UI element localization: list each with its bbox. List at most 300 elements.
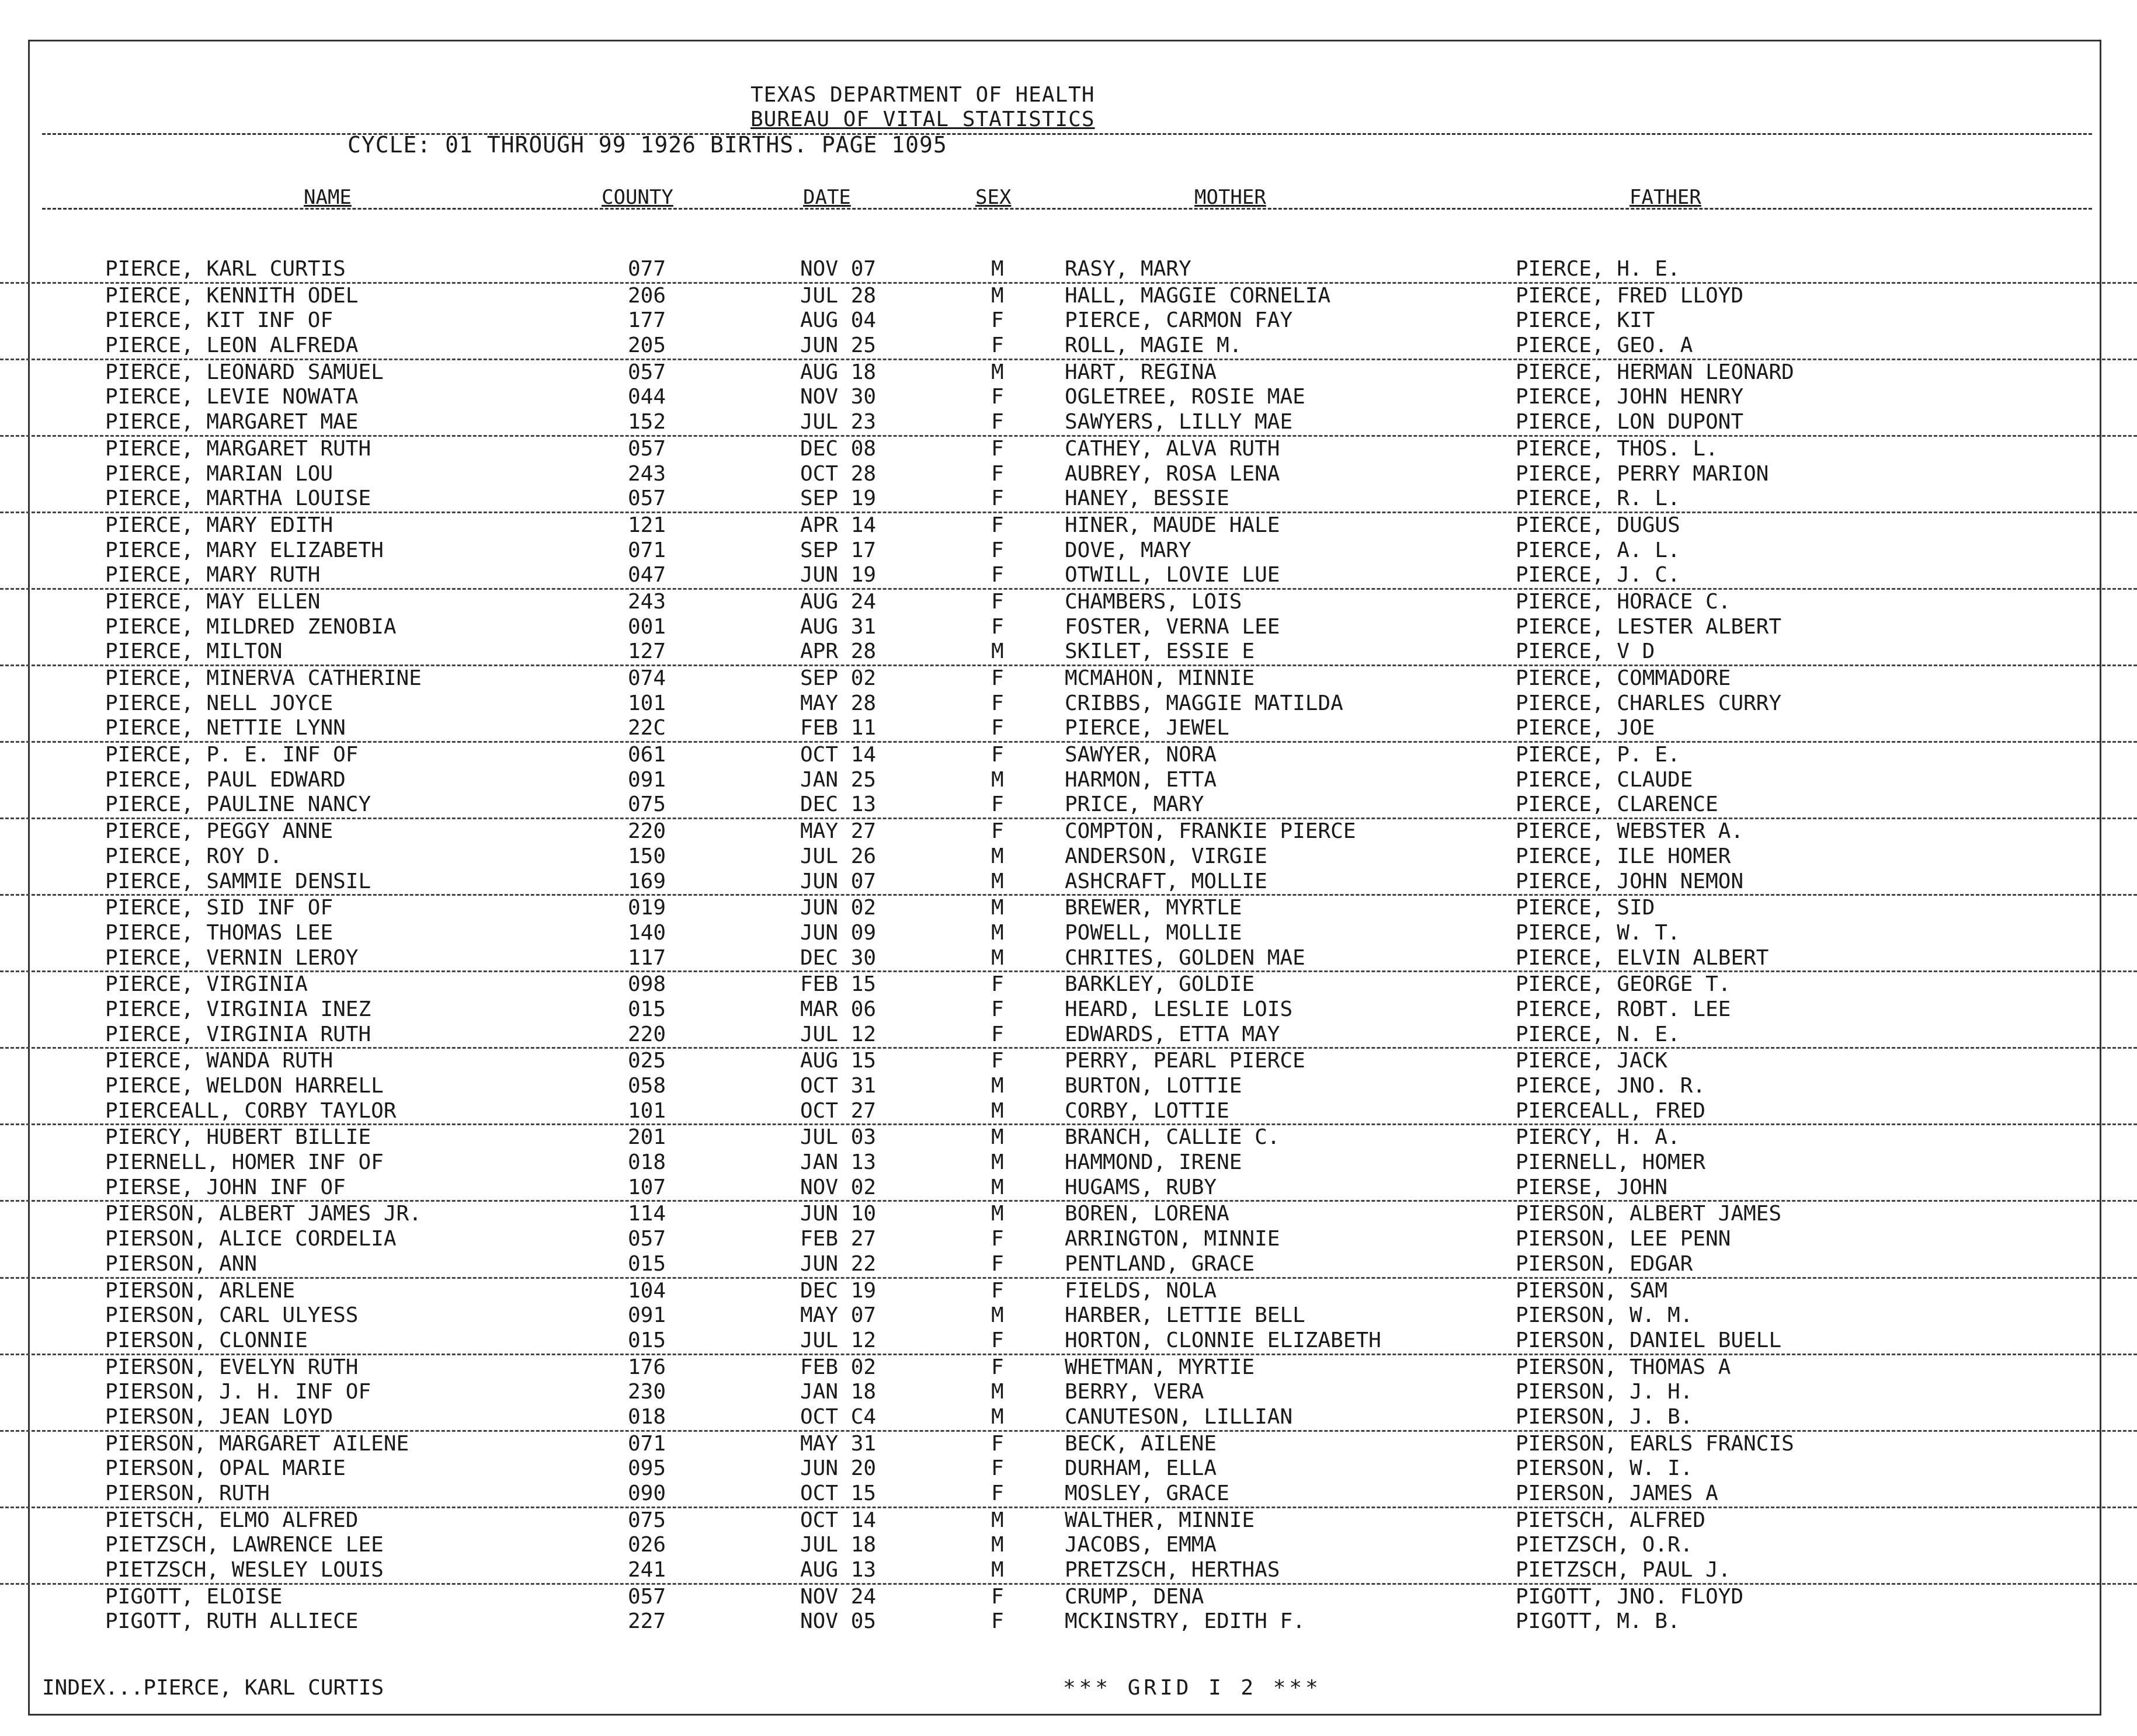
- record-sex: M: [991, 869, 1004, 893]
- record-row: [0, 360, 2137, 385]
- record-name: PIERCE, MARY RUTH: [105, 563, 321, 587]
- record-date: OCT 31: [800, 1074, 877, 1098]
- record-date: OCT 15: [800, 1481, 877, 1505]
- record-county: 243: [628, 461, 666, 486]
- record-row: [0, 1303, 2137, 1328]
- record-mother: BRANCH, CALLIE C.: [1065, 1125, 1280, 1150]
- record-county: 117: [628, 945, 666, 970]
- record-county: 121: [628, 513, 666, 537]
- record-county: 101: [628, 691, 666, 715]
- record-sex: F: [991, 666, 1004, 690]
- record-mother: PENTLAND, GRACE: [1065, 1251, 1255, 1276]
- record-mother: CATHEY, ALVA RUTH: [1065, 436, 1280, 461]
- record-mother: CRUMP, DENA: [1065, 1584, 1204, 1609]
- record-mother: JACOBS, EMMA: [1065, 1533, 1217, 1557]
- record-name: PIGOTT, RUTH ALLIECE: [105, 1609, 359, 1634]
- record-father: PIERCE, SID: [1516, 896, 1655, 920]
- record-county: 018: [628, 1404, 666, 1429]
- record-date: APR 28: [800, 639, 877, 664]
- record-sex: M: [991, 1404, 1004, 1429]
- record-name: PIERCE, MARIAN LOU: [105, 461, 333, 486]
- record-father: PIERSON, EARLS FRANCIS: [1516, 1431, 1794, 1456]
- record-father: PIERCE, J. C.: [1516, 563, 1680, 587]
- record-row: [0, 869, 2137, 896]
- record-county: 104: [628, 1278, 666, 1303]
- record-sex: F: [991, 1456, 1004, 1481]
- record-sex: M: [991, 1175, 1004, 1199]
- record-row: [0, 946, 2137, 973]
- record-county: 220: [628, 819, 666, 844]
- record-county: 114: [628, 1202, 666, 1226]
- record-county: 044: [628, 385, 666, 409]
- record-row: [0, 768, 2137, 793]
- record-date: AUG 15: [800, 1049, 877, 1073]
- record-sex: F: [991, 1278, 1004, 1303]
- record-date: JAN 25: [800, 767, 877, 792]
- record-name: PIERCE, ROY D.: [105, 844, 283, 868]
- record-mother: BOREN, LORENA: [1065, 1202, 1229, 1226]
- record-mother: RASY, MARY: [1065, 257, 1191, 281]
- record-father: PIERCE, COMMADORE: [1516, 666, 1731, 690]
- record-sex: M: [991, 1150, 1004, 1175]
- record-name: PIERCE, MINERVA CATHERINE: [105, 666, 422, 690]
- record-name: PIERCE, MARY EDITH: [105, 513, 333, 537]
- record-name: PIERCE, MILTON: [105, 639, 283, 664]
- record-county: 150: [628, 844, 666, 868]
- record-row: [0, 1328, 2137, 1355]
- record-row: [0, 385, 2137, 410]
- record-date: APR 14: [800, 513, 877, 537]
- record-name: PIERSON, JEAN LOYD: [105, 1404, 333, 1429]
- record-father: PIERSON, J. H.: [1516, 1380, 1693, 1404]
- record-date: OCT 28: [800, 461, 877, 486]
- record-date: JAN 18: [800, 1380, 877, 1404]
- record-name: PIERCE, PAUL EDWARD: [105, 767, 346, 792]
- record-county: 22C: [628, 716, 666, 740]
- record-row: [0, 1456, 2137, 1481]
- record-sex: F: [991, 513, 1004, 537]
- record-mother: HAMMOND, IRENE: [1065, 1150, 1242, 1175]
- record-county: 015: [628, 1328, 666, 1352]
- record-date: MAY 28: [800, 691, 877, 715]
- record-county: 176: [628, 1355, 666, 1379]
- record-date: NOV 05: [800, 1609, 877, 1634]
- record-date: JUL 12: [800, 1328, 877, 1352]
- record-name: PIERCE, MARTHA LOUISE: [105, 486, 371, 511]
- record-county: 205: [628, 333, 666, 358]
- col-mother-header: MOTHER: [1194, 186, 1266, 209]
- record-mother: PIERCE, JEWEL: [1065, 716, 1229, 740]
- record-row: [0, 513, 2137, 538]
- record-county: 201: [628, 1125, 666, 1150]
- record-sex: F: [991, 436, 1004, 461]
- record-date: MAY 27: [800, 819, 877, 844]
- cycle-line: CYCLE: 01 THROUGH 99 1926 BIRTHS. PAGE 1095: [348, 132, 947, 158]
- record-name: PIERCE, MAY ELLEN: [105, 589, 321, 614]
- record-father: PIERCE, DUGUS: [1516, 513, 1680, 537]
- record-sex: F: [991, 1355, 1004, 1379]
- record-name: PIERCE, PEGGY ANNE: [105, 819, 333, 844]
- record-name: PIERCE, PAULINE NANCY: [105, 792, 371, 817]
- record-name: PIERCE, SAMMIE DENSIL: [105, 869, 371, 893]
- record-date: AUG 13: [800, 1558, 877, 1582]
- record-mother: WALTHER, MINNIE: [1065, 1508, 1255, 1532]
- record-sex: M: [991, 1508, 1004, 1532]
- record-county: 001: [628, 614, 666, 639]
- record-father: PIERCE, JOE: [1516, 716, 1655, 740]
- record-mother: HART, REGINA: [1065, 360, 1217, 384]
- record-sex: F: [991, 997, 1004, 1021]
- record-county: 169: [628, 869, 666, 893]
- record-sex: M: [991, 1303, 1004, 1328]
- record-sex: F: [991, 1049, 1004, 1073]
- record-father: PIERSON, EDGAR: [1516, 1251, 1693, 1276]
- record-mother: ARRINGTON, MINNIE: [1065, 1227, 1280, 1251]
- record-name: PIETSCH, ELMO ALFRED: [105, 1508, 359, 1532]
- record-father: PIERSON, ALBERT JAMES: [1516, 1202, 1782, 1226]
- record-name: PIERCEALL, CORBY TAYLOR: [105, 1098, 397, 1123]
- record-name: PIERCE, VIRGINIA RUTH: [105, 1022, 371, 1046]
- record-row: [0, 1074, 2137, 1099]
- record-row: [0, 1022, 2137, 1049]
- record-county: 075: [628, 792, 666, 817]
- record-sex: M: [991, 1558, 1004, 1582]
- record-name: PIERCE, LEONARD SAMUEL: [105, 360, 384, 384]
- record-name: PIERCE, MILDRED ZENOBIA: [105, 614, 397, 639]
- record-row: [0, 716, 2137, 743]
- grid-footer: *** GRID I 2 ***: [1063, 1676, 1322, 1700]
- record-name: PIERSON, OPAL MARIE: [105, 1456, 346, 1481]
- record-sex: M: [991, 360, 1004, 384]
- record-father: PIERCE, GEO. A: [1516, 333, 1693, 358]
- record-row: [0, 997, 2137, 1022]
- record-row: [0, 1508, 2137, 1533]
- record-mother: HANEY, BESSIE: [1065, 486, 1229, 511]
- record-mother: MOSLEY, GRACE: [1065, 1481, 1229, 1505]
- record-date: SEP 17: [800, 538, 877, 562]
- record-row: [0, 921, 2137, 946]
- record-name: PIERSON, CARL ULYESS: [105, 1303, 359, 1328]
- record-county: 107: [628, 1175, 666, 1199]
- record-father: PIERCE, W. T.: [1516, 920, 1680, 945]
- record-name: PIERSON, CLONNIE: [105, 1328, 308, 1352]
- record-county: 098: [628, 972, 666, 997]
- record-date: NOV 30: [800, 385, 877, 409]
- record-mother: HINER, MAUDE HALE: [1065, 513, 1280, 537]
- record-father: PIGOTT, M. B.: [1516, 1609, 1680, 1634]
- record-name: PIERCE, VERNIN LEROY: [105, 945, 359, 970]
- record-row: [0, 1175, 2137, 1202]
- record-row: [0, 538, 2137, 563]
- record-sex: M: [991, 1533, 1004, 1557]
- record-sex: M: [991, 844, 1004, 868]
- record-county: 057: [628, 360, 666, 384]
- record-sex: F: [991, 614, 1004, 639]
- record-date: JUN 07: [800, 869, 877, 893]
- record-mother: FIELDS, NOLA: [1065, 1278, 1217, 1303]
- record-county: 220: [628, 1022, 666, 1046]
- record-father: PIERCE, JOHN HENRY: [1516, 385, 1744, 409]
- record-county: 061: [628, 743, 666, 767]
- record-sex: M: [991, 639, 1004, 664]
- record-mother: OTWILL, LOVIE LUE: [1065, 563, 1280, 587]
- record-sex: F: [991, 333, 1004, 358]
- record-date: JAN 13: [800, 1150, 877, 1175]
- record-row: [0, 1227, 2137, 1252]
- record-row: [0, 1380, 2137, 1405]
- record-county: 206: [628, 283, 666, 308]
- record-date: NOV 07: [800, 257, 877, 281]
- record-sex: M: [991, 1202, 1004, 1226]
- record-county: 057: [628, 1584, 666, 1609]
- record-sex: M: [991, 1380, 1004, 1404]
- record-name: PIERCE, VIRGINIA INEZ: [105, 997, 371, 1021]
- record-sex: F: [991, 410, 1004, 434]
- record-sex: F: [991, 1022, 1004, 1046]
- record-mother: PERRY, PEARL PIERCE: [1065, 1049, 1305, 1073]
- record-county: 230: [628, 1380, 666, 1404]
- record-name: PIERCE, MARGARET RUTH: [105, 436, 371, 461]
- record-row: [0, 1533, 2137, 1558]
- record-father: PIERCE, PERRY MARION: [1516, 461, 1769, 486]
- record-mother: DOVE, MARY: [1065, 538, 1191, 562]
- record-name: PIERSON, ALICE CORDELIA: [105, 1227, 397, 1251]
- record-name: PIERCE, THOMAS LEE: [105, 920, 333, 945]
- record-county: 015: [628, 1251, 666, 1276]
- record-father: PIERCE, LESTER ALBERT: [1516, 614, 1782, 639]
- record-mother: MCKINSTRY, EDITH F.: [1065, 1609, 1305, 1634]
- record-father: PIERSON, J. B.: [1516, 1404, 1693, 1429]
- record-row: [0, 1609, 2137, 1634]
- record-father: PIERCE, V D: [1516, 639, 1655, 664]
- record-sex: F: [991, 716, 1004, 740]
- record-father: PIERCE, WEBSTER A.: [1516, 819, 1744, 844]
- record-sex: M: [991, 767, 1004, 792]
- record-date: JUN 10: [800, 1202, 877, 1226]
- record-father: PIERCE, ROBT. LEE: [1516, 997, 1731, 1021]
- record-sex: F: [991, 538, 1004, 562]
- record-row: [0, 896, 2137, 921]
- record-date: JUN 19: [800, 563, 877, 587]
- record-date: FEB 15: [800, 972, 877, 997]
- record-row: [0, 1279, 2137, 1304]
- record-date: AUG 18: [800, 360, 877, 384]
- record-mother: DURHAM, ELLA: [1065, 1456, 1217, 1481]
- record-name: PIERNELL, HOMER INF OF: [105, 1150, 384, 1175]
- record-date: FEB 11: [800, 716, 877, 740]
- record-row: [0, 1125, 2137, 1150]
- record-county: 241: [628, 1558, 666, 1582]
- col-county-header: COUNTY: [602, 186, 673, 209]
- record-date: JUL 03: [800, 1125, 877, 1150]
- record-mother: COMPTON, FRANKIE PIERCE: [1065, 819, 1356, 844]
- record-date: SEP 02: [800, 666, 877, 690]
- record-county: 140: [628, 920, 666, 945]
- record-row: [0, 590, 2137, 615]
- record-date: FEB 02: [800, 1355, 877, 1379]
- record-name: PIERSON, ALBERT JAMES JR.: [105, 1202, 422, 1226]
- record-mother: BARKLEY, GOLDIE: [1065, 972, 1255, 997]
- record-sex: F: [991, 1431, 1004, 1456]
- record-father: PIERCE, KIT: [1516, 308, 1655, 333]
- col-father-header: FATHER: [1629, 186, 1701, 209]
- record-date: AUG 04: [800, 308, 877, 333]
- record-row: [0, 1099, 2137, 1126]
- record-date: MAY 07: [800, 1303, 877, 1328]
- record-name: PIERCE, MARY ELIZABETH: [105, 538, 384, 562]
- record-sex: M: [991, 945, 1004, 970]
- record-date: NOV 02: [800, 1175, 877, 1199]
- column-rule: [42, 208, 2092, 210]
- record-sex: F: [991, 1251, 1004, 1276]
- record-row: [0, 666, 2137, 691]
- record-mother: HARMON, ETTA: [1065, 767, 1217, 792]
- record-mother: BERRY, VERA: [1065, 1380, 1204, 1404]
- record-row: [0, 972, 2137, 997]
- record-father: PIERCE, HORACE C.: [1516, 589, 1731, 614]
- record-father: PIGOTT, JNO. FLOYD: [1516, 1584, 1744, 1609]
- record-sex: F: [991, 1481, 1004, 1505]
- record-date: JUN 20: [800, 1456, 877, 1481]
- record-name: PIETZSCH, LAWRENCE LEE: [105, 1533, 384, 1557]
- record-father: PIERCEALL, FRED: [1516, 1098, 1706, 1123]
- record-county: 127: [628, 639, 666, 664]
- record-row: [0, 333, 2137, 360]
- record-row: [0, 1202, 2137, 1227]
- record-date: JUL 23: [800, 410, 877, 434]
- record-mother: HEARD, LESLIE LOIS: [1065, 997, 1293, 1021]
- record-mother: SKILET, ESSIE E: [1065, 639, 1255, 664]
- record-date: JUL 28: [800, 283, 877, 308]
- record-father: PIETSCH, ALFRED: [1516, 1508, 1706, 1532]
- record-row: [0, 1252, 2137, 1279]
- record-father: PIERCE, LON DUPONT: [1516, 410, 1744, 434]
- record-father: PIERCE, ELVIN ALBERT: [1516, 945, 1769, 970]
- col-name-header: NAME: [304, 186, 352, 209]
- record-father: PIERSON, LEE PENN: [1516, 1227, 1731, 1251]
- record-mother: HARBER, LETTIE BELL: [1065, 1303, 1305, 1328]
- record-sex: F: [991, 743, 1004, 767]
- record-father: PIERCE, A. L.: [1516, 538, 1680, 562]
- record-county: 025: [628, 1049, 666, 1073]
- record-father: PIERSON, DANIEL BUELL: [1516, 1328, 1782, 1352]
- record-name: PIERCE, LEVIE NOWATA: [105, 385, 359, 409]
- record-name: PIERCE, WELDON HARRELL: [105, 1074, 384, 1098]
- record-mother: ANDERSON, VIRGIE: [1065, 844, 1267, 868]
- record-name: PIERCE, WANDA RUTH: [105, 1049, 333, 1073]
- record-mother: FOSTER, VERNA LEE: [1065, 614, 1280, 639]
- record-name: PIERCE, SID INF OF: [105, 896, 333, 920]
- record-sex: M: [991, 1074, 1004, 1098]
- record-date: JUN 09: [800, 920, 877, 945]
- record-date: MAR 06: [800, 997, 877, 1021]
- record-sex: F: [991, 1328, 1004, 1352]
- record-county: 077: [628, 257, 666, 281]
- record-row: [0, 1481, 2137, 1508]
- record-county: 101: [628, 1098, 666, 1123]
- record-mother: WHETMAN, MYRTIE: [1065, 1355, 1255, 1379]
- record-date: SEP 19: [800, 486, 877, 511]
- record-mother: PRETZSCH, HERTHAS: [1065, 1558, 1280, 1582]
- record-father: PIERCE, JOHN NEMON: [1516, 869, 1744, 893]
- record-row: [0, 563, 2137, 590]
- record-mother: CHAMBERS, LOIS: [1065, 589, 1242, 614]
- record-county: 075: [628, 1508, 666, 1532]
- record-county: 071: [628, 1431, 666, 1456]
- record-sex: M: [991, 1125, 1004, 1150]
- record-date: AUG 24: [800, 589, 877, 614]
- record-father: PIERCE, CLAUDE: [1516, 767, 1693, 792]
- record-date: AUG 31: [800, 614, 877, 639]
- record-date: NOV 24: [800, 1584, 877, 1609]
- record-row: [0, 1558, 2137, 1585]
- record-sex: F: [991, 1227, 1004, 1251]
- record-row: [0, 308, 2137, 333]
- record-date: OCT 14: [800, 1508, 877, 1532]
- record-father: PIERSON, W. M.: [1516, 1303, 1693, 1328]
- record-name: PIERCE, VIRGINIA: [105, 972, 308, 997]
- record-father: PIETZSCH, PAUL J.: [1516, 1558, 1731, 1582]
- record-row: [0, 844, 2137, 869]
- record-name: PIERSE, JOHN INF OF: [105, 1175, 346, 1199]
- record-row: [0, 257, 2137, 284]
- index-footer: INDEX...PIERCE, KARL CURTIS: [42, 1676, 384, 1700]
- record-sex: M: [991, 920, 1004, 945]
- record-county: 227: [628, 1609, 666, 1634]
- record-mother: HORTON, CLONNIE ELIZABETH: [1065, 1328, 1381, 1352]
- record-name: PIERSON, ARLENE: [105, 1278, 296, 1303]
- record-name: PIERCE, KIT INF OF: [105, 308, 333, 333]
- record-sex: M: [991, 257, 1004, 281]
- record-row: [0, 615, 2137, 640]
- record-row: [0, 1585, 2137, 1610]
- record-father: PIERCE, GEORGE T.: [1516, 972, 1731, 997]
- record-name: PIETZSCH, WESLEY LOUIS: [105, 1558, 384, 1582]
- record-father: PIERCE, JACK: [1516, 1049, 1668, 1073]
- record-sex: M: [991, 1098, 1004, 1123]
- record-father: PIERSON, W. I.: [1516, 1456, 1693, 1481]
- record-father: PIERSON, SAM: [1516, 1278, 1668, 1303]
- record-sex: F: [991, 1609, 1004, 1634]
- record-county: 090: [628, 1481, 666, 1505]
- record-row: [0, 1049, 2137, 1074]
- record-father: PIERCE, R. L.: [1516, 486, 1680, 511]
- record-county: 058: [628, 1074, 666, 1098]
- record-father: PIERCE, H. E.: [1516, 257, 1680, 281]
- record-mother: CORBY, LOTTIE: [1065, 1098, 1229, 1123]
- record-sex: F: [991, 486, 1004, 511]
- record-mother: CANUTESON, LILLIAN: [1065, 1404, 1293, 1429]
- record-father: PIERSE, JOHN: [1516, 1175, 1668, 1199]
- record-county: 074: [628, 666, 666, 690]
- record-mother: SAWYER, NORA: [1065, 743, 1217, 767]
- record-sex: F: [991, 563, 1004, 587]
- record-mother: BECK, AILENE: [1065, 1431, 1217, 1456]
- record-name: PIERCY, HUBERT BILLIE: [105, 1125, 371, 1150]
- record-row: [0, 1150, 2137, 1175]
- record-father: PIERNELL, HOMER: [1516, 1150, 1706, 1175]
- record-mother: HALL, MAGGIE CORNELIA: [1065, 283, 1331, 308]
- record-mother: OGLETREE, ROSIE MAE: [1065, 385, 1305, 409]
- record-date: OCT 27: [800, 1098, 877, 1123]
- record-row: [0, 743, 2137, 768]
- record-date: JUN 25: [800, 333, 877, 358]
- record-row: [0, 437, 2137, 462]
- record-sex: F: [991, 972, 1004, 997]
- record-county: 047: [628, 563, 666, 587]
- record-mother: BREWER, MYRTLE: [1065, 896, 1242, 920]
- record-county: 095: [628, 1456, 666, 1481]
